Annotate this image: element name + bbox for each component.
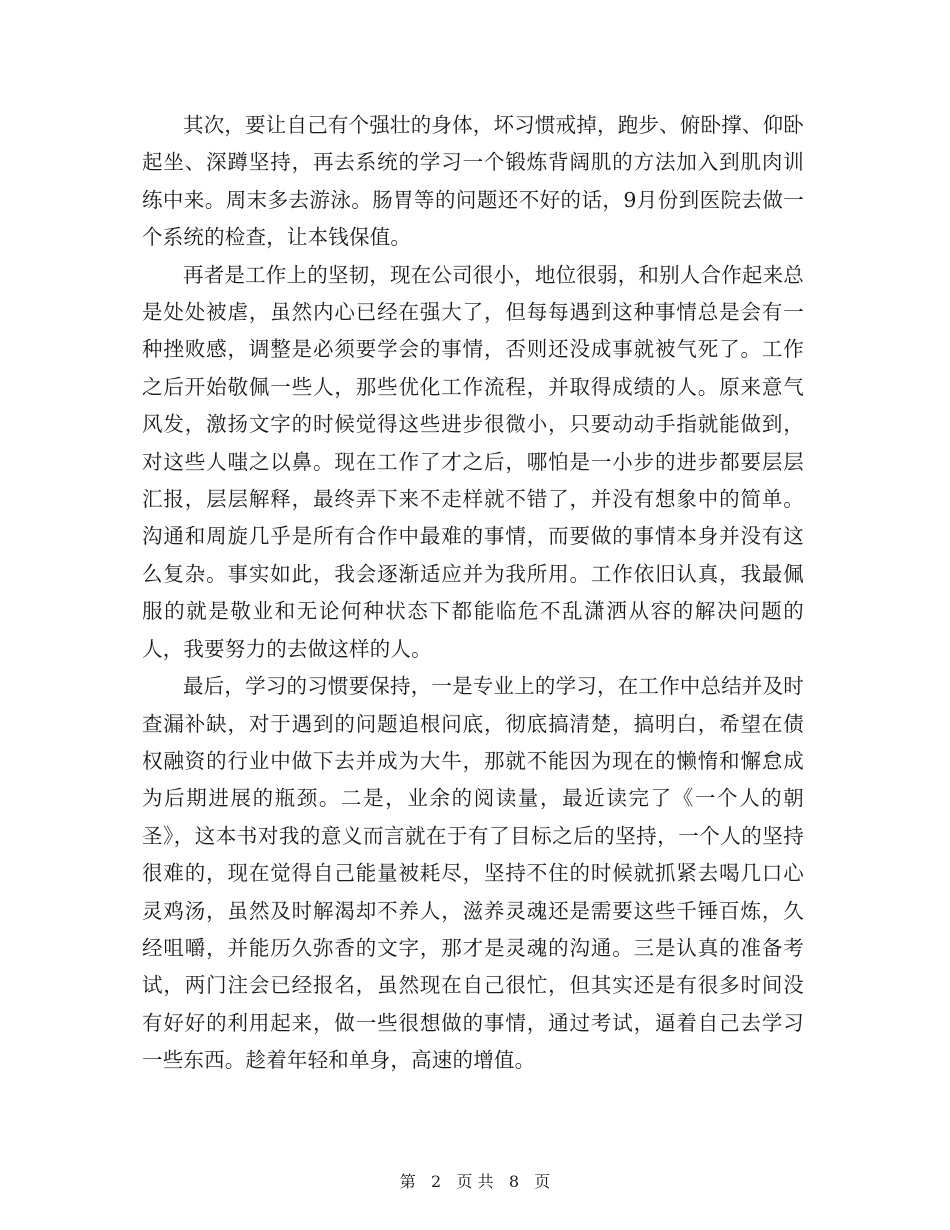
paragraph-health: 其次，要让自己有个强壮的身体，坏习惯戒掉，跑步、俯卧撑、仰卧起坐、深蹲坚持，再去系统的学习一个锻炼背阔肌的方法加入到肌肉训练中来。周末多去游泳。肠胃等的问题还不好的话，9月份到医院去做一个系统的检查，让本钱保值。 [142, 113, 804, 250]
page-label-prefix: 第 [399, 1172, 416, 1191]
page-label-suffix: 页 [534, 1172, 551, 1191]
current-page-number: 2 [430, 1172, 442, 1191]
document-body [142, 107, 804, 1080]
page-footer [0, 1172, 950, 1192]
paragraph-study: 最后，学习的习惯要保持，一是专业上的学习，在工作中总结并及时查漏补缺，对于遇到的问题追根问底，彻底搞清楚，搞明白，希望在债权融资的行业中做下去并成为大牛，那就不能因为现在的懒惰和懈怠成为后期进展的瓶颈。二是，业余的阅读量，最近读完了《一个人的朝圣》，这本书对我的意义而言就在于有了目标之后的坚持，一个人的坚持很难的，现在觉得自己能量被耗尽，坚持不住的时候就抓紧去喝几口心灵鸡汤，虽然及时解渴却不养人，滋养灵魂还是需要这些千锤百炼，久经咀嚼，并能历久弥香的文字，那才是灵魂的沟通。三是认真的准备考试，两门注会已经报名，虽然现在自己很忙，但其实还是有很多时间没有好好的利用起来，做一些很想做的事情，通过考试，逼着自己去学习一些东西。趁着年轻和单身，高速的增值。 [142, 674, 804, 1073]
total-pages-number: 8 [508, 1172, 520, 1191]
page-label-mid: 页 共 [456, 1172, 494, 1191]
paragraph-work: 再者是工作上的坚韧，现在公司很小，地位很弱，和别人合作起来总是处处被虐，虽然内心已经在强大了，但每每遇到这种事情总是会有一种挫败感，调整是必须要学会的事情，否则还没成事就被气死了。工作之后开始敬佩一些人，那些优化工作流程，并取得成绩的人。原来意气风发，激扬文字的时候觉得这些进步很微小，只要动动手指就能做到，对这些人嗤之以鼻。现在工作了才之后，哪怕是一小步的进步都要层层汇报，层层解释，最终弄下来不走样就不错了，并没有想象中的简单。沟通和周旋几乎是所有合作中最难的事情，而要做的事情本身并没有这么复杂。事实如此，我会逐渐适应并为我所用。工作依旧认真，我最佩服的就是敬业和无论何种状态下都能临危不乱潇洒从容的解决问题的人，我要努力的去做这样的人。 [142, 262, 804, 661]
